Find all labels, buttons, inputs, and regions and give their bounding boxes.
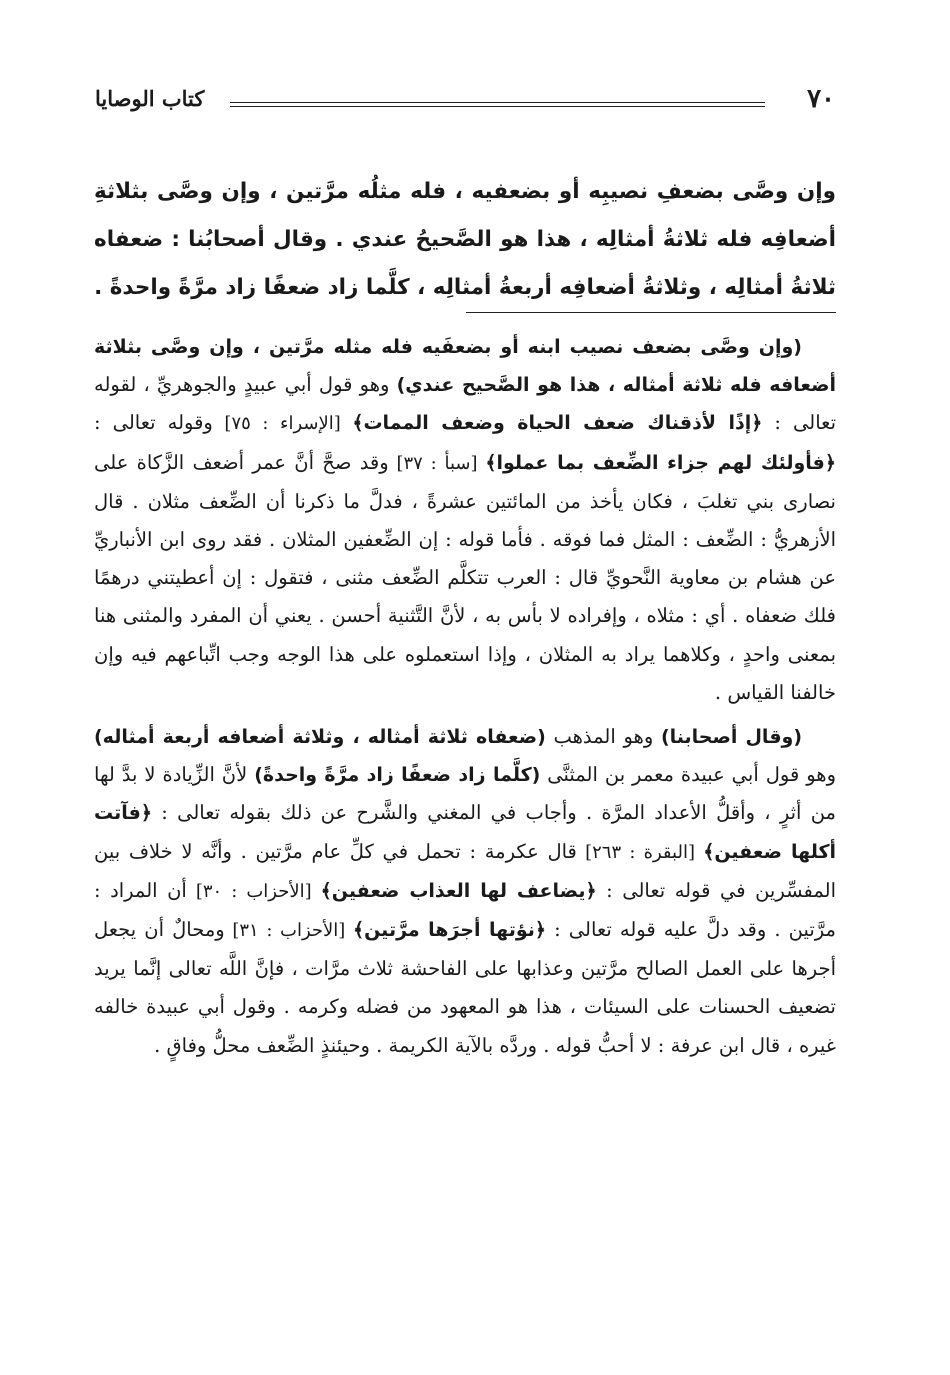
- verse-reference: [الأحزاب : ٣١]: [224, 920, 353, 942]
- commentary: [94, 328, 836, 1071]
- quoted-main-text: (وقال أصحابنا): [660, 726, 802, 749]
- quran-verse: ﴿إذًا لأذقناك ضعف الحياة وضعف الممات﴾: [352, 412, 763, 435]
- verse-reference: [سبأ : ٣٧]: [388, 452, 486, 474]
- commentary-text: قال عكرمة : تحمل في كلِّ عام مرَّتين . وأنَّه لا خلاف بين المفسِّرين في قوله تعالى :: [94, 839, 836, 902]
- verse-reference: [الأحزاب : ٣٠]: [186, 880, 321, 902]
- page-number: ٧٠: [807, 84, 835, 114]
- commentary-text: وهو قول أبي عبيدة معمر بن المثنَّى: [540, 763, 836, 787]
- commentary-paragraph-2: [94, 718, 836, 1065]
- quoted-main-text: (وإن وصَّى بضعف نصيب ابنه أو بضعفَيه فله مثله مرَّتين ، وإن وصَّى بثلاثة أضعافه فله ثلاثة أمثاله ، هذا هو الصَّحيح عندي): [94, 336, 837, 397]
- section-divider: [466, 312, 836, 313]
- quoted-main-text: (كلَّما زاد ضعفًا زاد مرَّةً واحدةً): [254, 764, 541, 787]
- commentary-text: وهو قول أبي عبيدٍ والجوهريِّ ، لقوله تعالى :: [94, 373, 836, 435]
- quran-verse: ﴿يضاعف لها العذاب ضعفين﴾: [320, 879, 597, 902]
- main-text: [94, 168, 836, 312]
- verse-reference: [البقرة : ٢٦٣]: [576, 841, 704, 863]
- book-title: كتاب الوصايا: [95, 86, 205, 111]
- quran-verse: ﴿فآتت أكلها ضعفين﴾: [94, 802, 837, 863]
- main-text-body: وإن وصَّى بضعفِ نصيبِه أو بضعفيه ، فله مثلُه مرَّتين ، وإن وصَّى بثلاثةِ أضعافِه فله ثلاثةُ أمثالِه ، هذا هو الصَّحيحُ عندي . وقال أصحابُنا : ضعفاه ثلاثةُ أمثالِه ، وثلاثةُ أضعافِه أربعةُ أمثالِه ، كلَّما زاد ضعفًا زاد مرَّةً واحدةً .: [94, 179, 836, 300]
- verse-reference: [الإسراء : ٧٥]: [212, 413, 353, 435]
- commentary-text: لأنَّ الزِّيادة لا بدَّ لها من أثرٍ ، وأقلُّ الأعداد المرَّة . وأجاب في المغني والشَّرح عن ذلك بقوله تعالى :: [94, 763, 836, 825]
- quran-verse: ﴿فأولئك لهم جزاء الضِّعف بما عملوا﴾: [485, 451, 836, 474]
- running-header: [95, 84, 835, 124]
- quoted-main-text: (ضعفاه ثلاثة أمثاله ، وثلاثة أضعافه أربعة أمثاله): [94, 726, 546, 749]
- quran-verse: ﴿نؤتها أجرَها مرَّتين﴾: [352, 919, 547, 942]
- commentary-text: أن المراد : مرَّتين . وقد دلَّ عليه قوله تعالى :: [94, 878, 837, 942]
- header-rule: [230, 102, 765, 107]
- commentary-text: ومحالٌ أن يجعل أجرها على العمل الصالح مرَّتين وعذابها على الفاحشة ثلاث مرَّات ، فإنَّ اللَّه تعالى إنَّما يريد تضعيف الحسنات على السيئات ، هذا هو المعهود من فضله وكرمه . وقول أبي عبيدة خالفه غيره ، قال ابن عرفة : لا أحبُّ قوله . وردَّه بالآية الكريمة . وحيئنذٍ الضِّعف محلُّ وفاقٍ .: [94, 918, 836, 1057]
- commentary-text: وقد صحَّ أنَّ عمر أضعف الزَّكاة على نصارى بني تغلبَ ، فكان يأخذ من المائتين عشرةً ، فدلَّ ما ذكرنا أن الضِّعف مثلان . قال الأزهريُّ : الضِّعف : المثل فما فوقه . فأما قوله : إن الضِّعفين المثلان . فقد روى ابن الأنباريِّ عن هشام بن معاوية النَّحويِّ قال : العرب تتكلَّم الضِّعف مثنى ، فتقول : إن أعطيتني درهمًا فلك ضعفاه . أي : مثلاه ، وإفراده لا بأس به ، لأنَّ التَّثنية أحسن . يعني أن المفرد والمثنى هنا بمعنى واحدٍ ، وكلاهما يراد به المثلان ، وإذا استعملوه على هذا الوجه وجب اتِّباعهم فيه وإن خالفنا القياس .: [94, 450, 836, 704]
- commentary-paragraph-1: [94, 328, 836, 712]
- commentary-text: وهو المذهب: [545, 725, 661, 749]
- commentary-text: وقوله تعالى :: [94, 411, 213, 435]
